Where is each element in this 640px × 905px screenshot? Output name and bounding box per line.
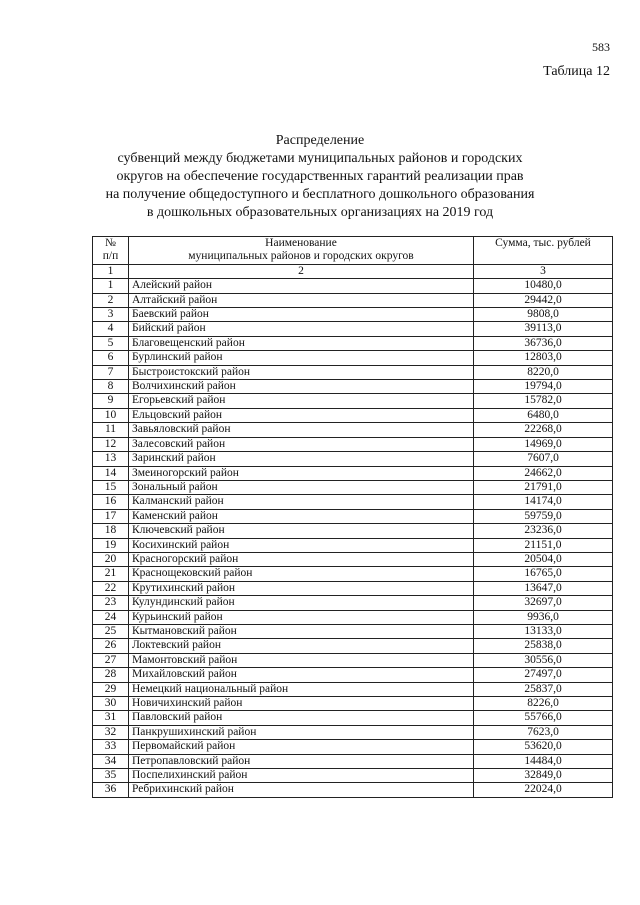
table-row bbox=[93, 293, 613, 307]
subvention-amount: 7623,0 bbox=[474, 725, 613, 739]
column-index-row bbox=[93, 264, 613, 278]
district-name: Заринский район bbox=[129, 452, 474, 466]
column-index: 2 bbox=[129, 264, 474, 278]
row-number: 30 bbox=[93, 697, 129, 711]
heading-line: округов на обеспечение государственных гарантий реализации прав bbox=[116, 169, 524, 184]
row-number: 16 bbox=[93, 495, 129, 509]
subvention-amount: 59759,0 bbox=[474, 509, 613, 523]
row-number: 1 bbox=[93, 279, 129, 293]
subvention-amount: 32849,0 bbox=[474, 769, 613, 783]
subvention-amount: 23236,0 bbox=[474, 524, 613, 538]
table-row bbox=[93, 308, 613, 322]
district-name: Ельцовский район bbox=[129, 408, 474, 422]
subvention-amount: 25838,0 bbox=[474, 639, 613, 653]
table-row bbox=[93, 495, 613, 509]
district-name: Панкрушихинский район bbox=[129, 725, 474, 739]
row-number: 35 bbox=[93, 769, 129, 783]
district-name: Калманский район bbox=[129, 495, 474, 509]
table-row bbox=[93, 552, 613, 566]
row-number: 31 bbox=[93, 711, 129, 725]
district-name: Мамонтовский район bbox=[129, 653, 474, 667]
district-name: Быстроистокский район bbox=[129, 365, 474, 379]
subvention-amount: 22268,0 bbox=[474, 423, 613, 437]
row-number: 29 bbox=[93, 682, 129, 696]
row-number: 27 bbox=[93, 653, 129, 667]
subvention-amount: 16765,0 bbox=[474, 567, 613, 581]
subvention-amount: 22024,0 bbox=[474, 783, 613, 797]
district-name: Немецкий национальный район bbox=[129, 682, 474, 696]
table-row bbox=[93, 740, 613, 754]
column-header-number-line2: п/п bbox=[102, 250, 119, 263]
column-index: 1 bbox=[93, 264, 129, 278]
subvention-amount: 27497,0 bbox=[474, 668, 613, 682]
column-header-name bbox=[129, 237, 474, 265]
district-name: Залесовский район bbox=[129, 437, 474, 451]
district-name: Краснощековский район bbox=[129, 567, 474, 581]
row-number: 19 bbox=[93, 538, 129, 552]
row-number: 22 bbox=[93, 581, 129, 595]
table-row bbox=[93, 610, 613, 624]
table-row bbox=[93, 452, 613, 466]
table-row bbox=[93, 596, 613, 610]
subvention-amount: 21791,0 bbox=[474, 480, 613, 494]
table-row bbox=[93, 624, 613, 638]
row-number: 28 bbox=[93, 668, 129, 682]
column-header-number bbox=[93, 237, 129, 265]
district-name: Алейский район bbox=[129, 279, 474, 293]
subvention-amount: 20504,0 bbox=[474, 552, 613, 566]
subvention-amount: 36736,0 bbox=[474, 336, 613, 350]
row-number: 26 bbox=[93, 639, 129, 653]
subvention-amount: 10480,0 bbox=[474, 279, 613, 293]
subvention-amount: 55766,0 bbox=[474, 711, 613, 725]
subvention-amount: 30556,0 bbox=[474, 653, 613, 667]
document-heading bbox=[0, 132, 640, 222]
district-name: Михайловский район bbox=[129, 668, 474, 682]
subvention-amount: 15782,0 bbox=[474, 394, 613, 408]
row-number: 10 bbox=[93, 408, 129, 422]
row-number: 12 bbox=[93, 437, 129, 451]
district-name: Косихинский район bbox=[129, 538, 474, 552]
district-name: Павловский район bbox=[129, 711, 474, 725]
table-row bbox=[93, 783, 613, 797]
table-row bbox=[93, 480, 613, 494]
row-number: 13 bbox=[93, 452, 129, 466]
district-name: Петропавловский район bbox=[129, 754, 474, 768]
row-number: 24 bbox=[93, 610, 129, 624]
district-name: Ребрихинский район bbox=[129, 783, 474, 797]
heading-line: на получение общедоступного и бесплатного дошкольного образования bbox=[105, 187, 535, 202]
row-number: 18 bbox=[93, 524, 129, 538]
table-label: Таблица 12 bbox=[543, 64, 610, 79]
subvention-amount: 12803,0 bbox=[474, 351, 613, 365]
subvention-amount: 25837,0 bbox=[474, 682, 613, 696]
subvention-amount: 14969,0 bbox=[474, 437, 613, 451]
subvention-amount: 39113,0 bbox=[474, 322, 613, 336]
district-name: Первомайский район bbox=[129, 740, 474, 754]
subvention-amount: 29442,0 bbox=[474, 293, 613, 307]
subvention-amount: 8226,0 bbox=[474, 697, 613, 711]
row-number: 7 bbox=[93, 365, 129, 379]
column-header-number-line1: № bbox=[105, 237, 116, 249]
district-name: Кытмановский район bbox=[129, 624, 474, 638]
table-row bbox=[93, 725, 613, 739]
table-row bbox=[93, 682, 613, 696]
table-row bbox=[93, 394, 613, 408]
district-name: Крутихинский район bbox=[129, 581, 474, 595]
row-number: 9 bbox=[93, 394, 129, 408]
table-row bbox=[93, 581, 613, 595]
row-number: 3 bbox=[93, 308, 129, 322]
table-row bbox=[93, 524, 613, 538]
district-name: Волчихинский район bbox=[129, 380, 474, 394]
district-name: Новичихинский район bbox=[129, 697, 474, 711]
district-name: Кулундинский район bbox=[129, 596, 474, 610]
subvention-amount: 21151,0 bbox=[474, 538, 613, 552]
district-name: Бийский район bbox=[129, 322, 474, 336]
table-row bbox=[93, 336, 613, 350]
district-name: Каменский район bbox=[129, 509, 474, 523]
row-number: 34 bbox=[93, 754, 129, 768]
table-row bbox=[93, 653, 613, 667]
row-number: 4 bbox=[93, 322, 129, 336]
column-header-name-line2: муниципальных районов и городских округов bbox=[188, 250, 414, 263]
row-number: 36 bbox=[93, 783, 129, 797]
district-name: Бурлинский район bbox=[129, 351, 474, 365]
table-row bbox=[93, 754, 613, 768]
table-row bbox=[93, 466, 613, 480]
table-row bbox=[93, 279, 613, 293]
table-row bbox=[93, 380, 613, 394]
table-row bbox=[93, 351, 613, 365]
district-name: Баевский район bbox=[129, 308, 474, 322]
table-row bbox=[93, 423, 613, 437]
district-name: Локтевский район bbox=[129, 639, 474, 653]
subvention-table bbox=[92, 236, 613, 798]
row-number: 23 bbox=[93, 596, 129, 610]
subvention-amount: 9808,0 bbox=[474, 308, 613, 322]
heading-line: в дошкольных образовательных организациях на 2019 год bbox=[146, 205, 494, 220]
subvention-amount: 32697,0 bbox=[474, 596, 613, 610]
subvention-amount: 53620,0 bbox=[474, 740, 613, 754]
row-number: 33 bbox=[93, 740, 129, 754]
table-row bbox=[93, 668, 613, 682]
subvention-amount: 13647,0 bbox=[474, 581, 613, 595]
district-name: Завьяловский район bbox=[129, 423, 474, 437]
column-header-name-line1: Наименование bbox=[265, 237, 337, 249]
table-row bbox=[93, 408, 613, 422]
table-row bbox=[93, 437, 613, 451]
table-row bbox=[93, 711, 613, 725]
district-name: Курьинский район bbox=[129, 610, 474, 624]
district-name: Змеиногорский район bbox=[129, 466, 474, 480]
subvention-amount: 7607,0 bbox=[474, 452, 613, 466]
row-number: 8 bbox=[93, 380, 129, 394]
subvention-amount: 14484,0 bbox=[474, 754, 613, 768]
page-number: 583 bbox=[592, 40, 610, 54]
subvention-amount: 14174,0 bbox=[474, 495, 613, 509]
subvention-amount: 8220,0 bbox=[474, 365, 613, 379]
row-number: 15 bbox=[93, 480, 129, 494]
row-number: 17 bbox=[93, 509, 129, 523]
district-name: Поспелихинский район bbox=[129, 769, 474, 783]
row-number: 6 bbox=[93, 351, 129, 365]
table-row bbox=[93, 567, 613, 581]
heading-line: Распределение bbox=[275, 133, 365, 148]
table-row bbox=[93, 697, 613, 711]
subvention-amount: 9936,0 bbox=[474, 610, 613, 624]
table-header-row bbox=[93, 237, 613, 265]
table-row bbox=[93, 322, 613, 336]
column-index: 3 bbox=[474, 264, 613, 278]
row-number: 14 bbox=[93, 466, 129, 480]
district-name: Зональный район bbox=[129, 480, 474, 494]
subvention-amount: 19794,0 bbox=[474, 380, 613, 394]
heading-line: субвенций между бюджетами муниципальных районов и городских bbox=[117, 151, 523, 166]
table-row bbox=[93, 509, 613, 523]
table-row bbox=[93, 538, 613, 552]
table-body bbox=[93, 279, 613, 798]
district-name: Алтайский район bbox=[129, 293, 474, 307]
table-row bbox=[93, 639, 613, 653]
table-row bbox=[93, 769, 613, 783]
table-row bbox=[93, 365, 613, 379]
row-number: 20 bbox=[93, 552, 129, 566]
district-name: Егорьевский район bbox=[129, 394, 474, 408]
district-name: Ключевский район bbox=[129, 524, 474, 538]
subvention-amount: 13133,0 bbox=[474, 624, 613, 638]
row-number: 25 bbox=[93, 624, 129, 638]
row-number: 32 bbox=[93, 725, 129, 739]
district-name: Благовещенский район bbox=[129, 336, 474, 350]
district-name: Красногорский район bbox=[129, 552, 474, 566]
subvention-amount: 6480,0 bbox=[474, 408, 613, 422]
row-number: 2 bbox=[93, 293, 129, 307]
column-header-sum: Сумма, тыс. рублей bbox=[474, 237, 613, 265]
subvention-amount: 24662,0 bbox=[474, 466, 613, 480]
row-number: 21 bbox=[93, 567, 129, 581]
row-number: 11 bbox=[93, 423, 129, 437]
row-number: 5 bbox=[93, 336, 129, 350]
